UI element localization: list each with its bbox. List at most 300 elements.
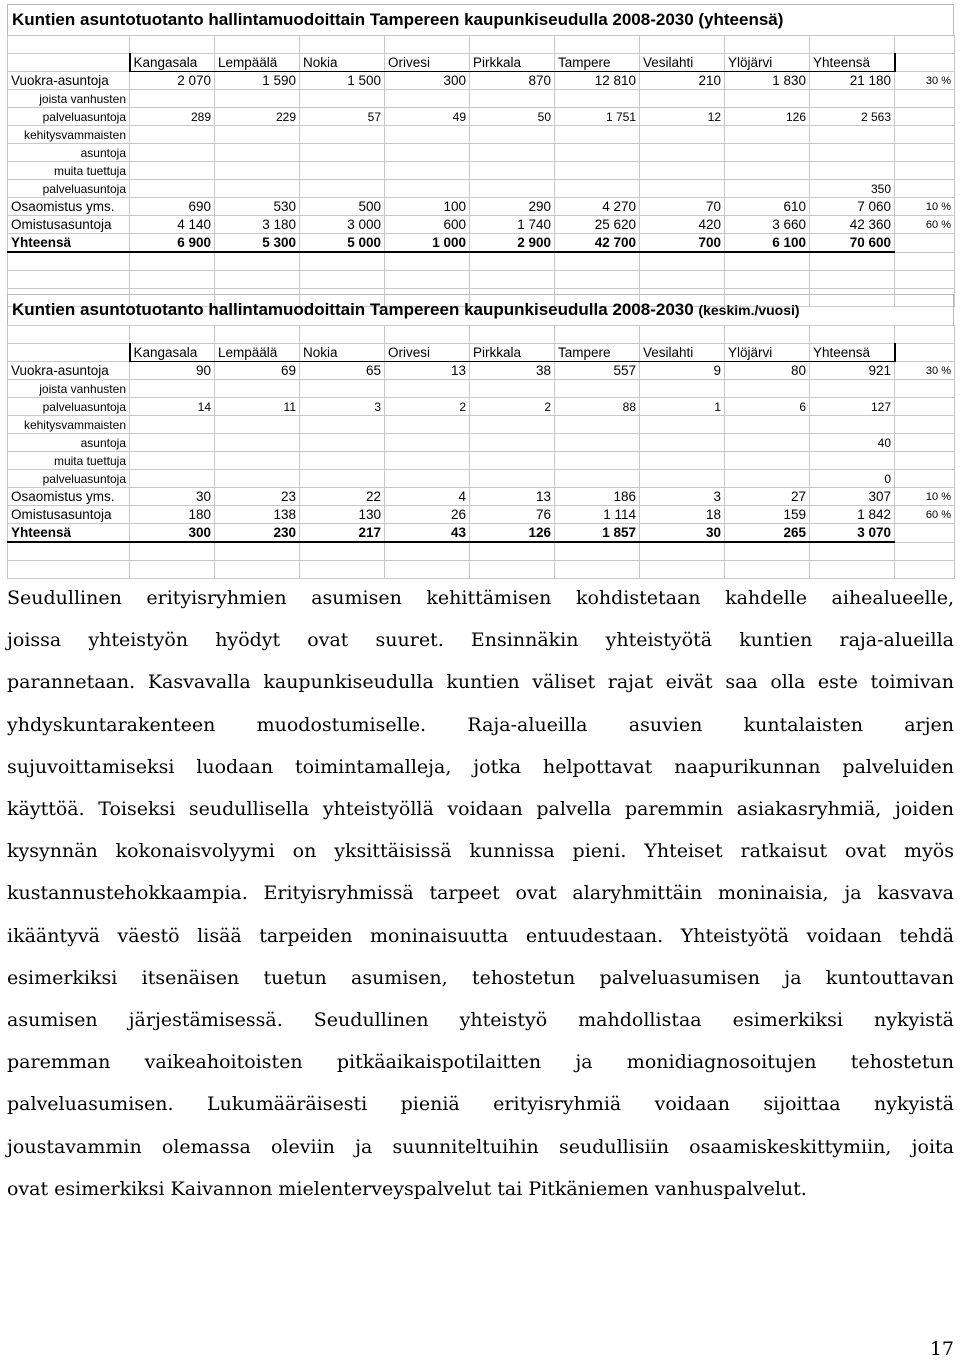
empty-cell: [895, 234, 955, 253]
value-cell: 180: [130, 506, 215, 524]
empty-cell: [300, 380, 385, 398]
empty-cell: [215, 561, 300, 579]
value-cell: 126: [470, 524, 555, 543]
value-cell: 921: [810, 362, 895, 380]
value-cell: 130: [300, 506, 385, 524]
empty-cell: [8, 54, 130, 72]
value-cell: 100: [385, 198, 470, 216]
empty-cell: [130, 162, 215, 180]
empty-cell: [130, 542, 215, 561]
value-cell: 3 660: [725, 216, 810, 234]
value-cell: 1 000: [385, 234, 470, 253]
value-cell: 2 070: [130, 72, 215, 90]
value-cell: 30: [130, 488, 215, 506]
paragraph-line: esimerkiksi itsenäisen tuetun asumisen, tehostetun palveluasumisen ja kuntouttavan: [7, 966, 954, 989]
value-cell: 2: [385, 398, 470, 416]
empty-cell: [385, 271, 470, 289]
table1-block: [7, 4, 954, 307]
empty-cell: [895, 470, 955, 488]
empty-cell: [300, 144, 385, 162]
empty-cell: [640, 452, 725, 470]
value-cell: 420: [640, 216, 725, 234]
row-label-line2: palveluasuntoja: [8, 180, 130, 198]
column-header: Ylöjärvi: [725, 344, 810, 362]
empty-cell: [385, 180, 470, 198]
value-cell: 600: [385, 216, 470, 234]
value-cell: 3 000: [300, 216, 385, 234]
total-cell: 350: [810, 180, 895, 198]
empty-cell: [8, 252, 130, 271]
row-muita-tuettuja-line2: [8, 180, 955, 198]
value-cell: 57: [300, 108, 385, 126]
empty-cell: [385, 434, 470, 452]
empty-cell: [810, 90, 895, 108]
value-cell: 1 857: [555, 524, 640, 543]
value-cell: 300: [130, 524, 215, 543]
table1-title: [7, 4, 954, 35]
value-cell: 1 842: [810, 506, 895, 524]
empty-cell: [300, 36, 385, 54]
value-cell: 700: [640, 234, 725, 253]
empty-cell: [385, 90, 470, 108]
empty-cell: [470, 36, 555, 54]
paragraph-line: yhdyskuntarakenteen muodostumiselle. Raja-alueilla asuvien kuntalaisten arjen: [7, 713, 954, 736]
column-header: Ylöjärvi: [725, 54, 810, 72]
value-cell: 5 300: [215, 234, 300, 253]
empty-cell: [725, 416, 810, 434]
value-cell: 3 070: [810, 524, 895, 543]
value-cell: 22: [300, 488, 385, 506]
table2-title-suffix: (keskim./vuosi): [698, 302, 800, 318]
row-label-line2: asuntoja: [8, 434, 130, 452]
paragraph-line: joustavammin olemassa oleviin ja suunniteltuihin seudullisiin osaamiskeskittymiin, joita: [7, 1135, 954, 1158]
empty-cell: [385, 561, 470, 579]
empty-cell: [725, 36, 810, 54]
empty-cell: [130, 434, 215, 452]
empty-cell: [300, 90, 385, 108]
value-cell: 610: [725, 198, 810, 216]
value-cell: 42 360: [810, 216, 895, 234]
empty-cell: [725, 326, 810, 344]
empty-cell: [895, 144, 955, 162]
column-header: Yhteensä: [810, 54, 895, 72]
empty-cell: [555, 144, 640, 162]
value-cell: 13: [385, 362, 470, 380]
empty-cell: [215, 434, 300, 452]
empty-cell: [470, 416, 555, 434]
empty-cell: [555, 180, 640, 198]
total-cell: [810, 144, 895, 162]
empty-cell: [470, 561, 555, 579]
paragraph-line: Seudullinen erityisryhmien asumisen kehittämisen kohdistetaan kahdelle aihealueelle,: [7, 587, 954, 609]
row-vanhusten-palveluasuntoja-line2: [8, 108, 955, 126]
spacer-row: [8, 561, 955, 579]
page-number: 17: [929, 1338, 954, 1360]
row-yhteensa: [8, 524, 955, 543]
row-label: Omistusasuntoja: [8, 216, 130, 234]
empty-cell: [810, 561, 895, 579]
empty-cell: [725, 271, 810, 289]
paragraph-line: ikääntyvä väestö lisää tarpeiden moninaisuutta entuudestaan. Yhteistyötä voidaan tehdä: [7, 924, 954, 947]
empty-cell: [215, 542, 300, 561]
empty-cell: [470, 470, 555, 488]
empty-cell: [895, 180, 955, 198]
empty-cell: [130, 252, 215, 271]
empty-cell: [555, 271, 640, 289]
empty-cell: [640, 470, 725, 488]
row-label-line2: palveluasuntoja: [8, 470, 130, 488]
column-header: Lempäälä: [215, 344, 300, 362]
empty-cell: [300, 452, 385, 470]
empty-cell: [810, 271, 895, 289]
row-vuokra-asuntoja: [8, 362, 955, 380]
empty-cell: [130, 126, 215, 144]
empty-cell: [215, 252, 300, 271]
empty-cell: [130, 326, 215, 344]
empty-cell: [300, 162, 385, 180]
empty-cell: [385, 542, 470, 561]
empty-cell: [130, 470, 215, 488]
empty-cell: [810, 416, 895, 434]
empty-cell: [130, 452, 215, 470]
value-cell: 50: [470, 108, 555, 126]
empty-cell: [725, 380, 810, 398]
row-label-line1: joista vanhusten: [8, 90, 130, 108]
empty-cell: [640, 180, 725, 198]
row-muita-tuettuja-line2: [8, 470, 955, 488]
paragraph-line: kustannustehokkaampia. Erityisryhmissä tarpeet ovat alaryhmittäin moninaisia, ja kasvava: [7, 882, 954, 905]
row-label: Yhteensä: [8, 524, 130, 543]
row-label: Yhteensä: [8, 234, 130, 253]
empty-cell: [895, 380, 955, 398]
empty-cell: [725, 162, 810, 180]
value-cell: 80: [725, 362, 810, 380]
empty-cell: [215, 271, 300, 289]
row-kehitysvammaisten-asuntoja-line1: [8, 126, 955, 144]
empty-cell: [215, 326, 300, 344]
value-cell: 6 900: [130, 234, 215, 253]
empty-cell: [300, 326, 385, 344]
empty-cell: [130, 144, 215, 162]
paragraph-line: palveluasumisen. Lukumääräisesti pieniä erityisryhmiä voidaan sijoittaa nykyistä: [7, 1093, 954, 1116]
empty-cell: [130, 90, 215, 108]
empty-cell: [895, 524, 955, 543]
value-cell: 186: [555, 488, 640, 506]
empty-cell: [215, 452, 300, 470]
value-cell: 690: [130, 198, 215, 216]
empty-cell: [640, 126, 725, 144]
empty-cell: [130, 380, 215, 398]
empty-cell: [130, 36, 215, 54]
empty-cell: [640, 144, 725, 162]
empty-cell: [215, 162, 300, 180]
empty-cell: [640, 162, 725, 180]
spacer-row: [8, 36, 955, 54]
column-header: Nokia: [300, 344, 385, 362]
empty-cell: [810, 542, 895, 561]
empty-cell: [640, 36, 725, 54]
empty-cell: [555, 542, 640, 561]
empty-cell: [300, 561, 385, 579]
empty-cell: [895, 344, 955, 362]
row-label-line2: palveluasuntoja: [8, 398, 130, 416]
column-header: Kangasala: [130, 54, 215, 72]
value-cell: 870: [470, 72, 555, 90]
empty-cell: [385, 470, 470, 488]
value-cell: 70 600: [810, 234, 895, 253]
empty-cell: [130, 271, 215, 289]
empty-cell: [555, 252, 640, 271]
empty-cell: [385, 326, 470, 344]
empty-cell: [895, 36, 955, 54]
empty-cell: [895, 162, 955, 180]
column-header: Kangasala: [130, 344, 215, 362]
row-label-line1: kehitysvammaisten: [8, 416, 130, 434]
value-cell: 65: [300, 362, 385, 380]
value-cell: 43: [385, 524, 470, 543]
empty-cell: [8, 271, 130, 289]
empty-cell: [470, 126, 555, 144]
empty-cell: [470, 162, 555, 180]
percent-cell: 60 %: [895, 216, 955, 234]
value-cell: 1 830: [725, 72, 810, 90]
paragraph-line: kysynnän kokonaisvolyymi on yksittäisissä kunnissa pieni. Yhteiset ratkaisut ovat myös: [7, 840, 954, 863]
value-cell: 3 180: [215, 216, 300, 234]
column-header: Pirkkala: [470, 54, 555, 72]
empty-cell: [215, 90, 300, 108]
row-muita-tuettuja-line1: [8, 162, 955, 180]
row-muita-tuettuja-line1: [8, 452, 955, 470]
empty-cell: [470, 542, 555, 561]
value-cell: 25 620: [555, 216, 640, 234]
empty-cell: [640, 271, 725, 289]
value-cell: 210: [640, 72, 725, 90]
value-cell: 4 140: [130, 216, 215, 234]
empty-cell: [810, 162, 895, 180]
empty-cell: [130, 180, 215, 198]
table2-title: [7, 294, 954, 325]
empty-cell: [215, 180, 300, 198]
empty-cell: [555, 162, 640, 180]
empty-cell: [130, 416, 215, 434]
empty-cell: [300, 470, 385, 488]
column-header: Vesilahti: [640, 54, 725, 72]
body-paragraph: [7, 577, 954, 1210]
empty-cell: [8, 542, 130, 561]
value-cell: 1 114: [555, 506, 640, 524]
empty-cell: [470, 434, 555, 452]
empty-cell: [895, 54, 955, 72]
empty-cell: [895, 126, 955, 144]
percent-cell: 60 %: [895, 506, 955, 524]
empty-cell: [470, 271, 555, 289]
empty-cell: [810, 326, 895, 344]
empty-cell: [810, 380, 895, 398]
empty-cell: [725, 561, 810, 579]
empty-cell: [895, 252, 955, 271]
empty-cell: [300, 271, 385, 289]
value-cell: 6 100: [725, 234, 810, 253]
empty-cell: [725, 452, 810, 470]
row-label-line1: joista vanhusten: [8, 380, 130, 398]
value-cell: 2 563: [810, 108, 895, 126]
column-header: Orivesi: [385, 344, 470, 362]
empty-cell: [470, 90, 555, 108]
row-label-line1: kehitysvammaisten: [8, 126, 130, 144]
value-cell: 3: [640, 488, 725, 506]
value-cell: 70: [640, 198, 725, 216]
empty-cell: [895, 561, 955, 579]
paragraph-line: ovat esimerkiksi Kaivannon mielenterveyspalvelut tai Pitkäniemen vanhuspalvelut.: [7, 1177, 807, 1200]
row-kehitysvammaisten-asuntoja-line1: [8, 416, 955, 434]
row-label-line2: palveluasuntoja: [8, 108, 130, 126]
empty-cell: [555, 561, 640, 579]
empty-cell: [300, 252, 385, 271]
value-cell: 530: [215, 198, 300, 216]
empty-cell: [895, 434, 955, 452]
empty-cell: [470, 452, 555, 470]
empty-cell: [385, 452, 470, 470]
spacer-row: [8, 252, 955, 271]
percent-cell: 10 %: [895, 488, 955, 506]
row-kehitysvammaisten-asuntoja-line2: [8, 434, 955, 452]
empty-cell: [895, 416, 955, 434]
empty-cell: [385, 380, 470, 398]
column-header: Lempäälä: [215, 54, 300, 72]
empty-cell: [8, 326, 130, 344]
value-cell: 69: [215, 362, 300, 380]
total-cell: 40: [810, 434, 895, 452]
value-cell: 3: [300, 398, 385, 416]
empty-cell: [385, 252, 470, 271]
empty-cell: [470, 180, 555, 198]
empty-cell: [215, 36, 300, 54]
value-cell: 12: [640, 108, 725, 126]
value-cell: 38: [470, 362, 555, 380]
empty-cell: [8, 36, 130, 54]
empty-cell: [895, 271, 955, 289]
empty-cell: [385, 162, 470, 180]
empty-cell: [725, 542, 810, 561]
column-header: Vesilahti: [640, 344, 725, 362]
empty-cell: [385, 126, 470, 144]
value-cell: 138: [215, 506, 300, 524]
empty-cell: [470, 380, 555, 398]
empty-cell: [555, 90, 640, 108]
paragraph-line: asumisen järjestämisessä. Seudullinen yhteistyö mahdollistaa esimerkiksi nykyistä: [7, 1009, 954, 1032]
value-cell: 4 270: [555, 198, 640, 216]
value-cell: 13: [470, 488, 555, 506]
value-cell: 7 060: [810, 198, 895, 216]
value-cell: 127: [810, 398, 895, 416]
row-vanhusten-palveluasuntoja-line1: [8, 90, 955, 108]
empty-cell: [555, 452, 640, 470]
spacer-row: [8, 542, 955, 561]
empty-cell: [895, 452, 955, 470]
empty-cell: [895, 398, 955, 416]
value-cell: 2 900: [470, 234, 555, 253]
column-header: Tampere: [555, 54, 640, 72]
empty-cell: [640, 380, 725, 398]
empty-cell: [130, 561, 215, 579]
value-cell: 88: [555, 398, 640, 416]
value-cell: 26: [385, 506, 470, 524]
value-cell: 21 180: [810, 72, 895, 90]
empty-cell: [640, 90, 725, 108]
value-cell: 1 500: [300, 72, 385, 90]
empty-cell: [640, 561, 725, 579]
row-label: Osaomistus yms.: [8, 198, 130, 216]
column-header: Yhteensä: [810, 344, 895, 362]
value-cell: 300: [385, 72, 470, 90]
empty-cell: [215, 416, 300, 434]
empty-cell: [725, 470, 810, 488]
row-label-line1: muita tuettuja: [8, 162, 130, 180]
column-header: Nokia: [300, 54, 385, 72]
paragraph-line: käyttöä. Toiseksi seudullisella yhteistyöllä voidaan palvella paremmin asiakasryhmiä, joiden: [7, 798, 954, 821]
value-cell: 1: [640, 398, 725, 416]
empty-cell: [640, 542, 725, 561]
table2: [7, 325, 955, 579]
column-header: Tampere: [555, 344, 640, 362]
row-omistusasuntoja: [8, 216, 955, 234]
empty-cell: [555, 416, 640, 434]
row-label: Omistusasuntoja: [8, 506, 130, 524]
value-cell: 1 751: [555, 108, 640, 126]
value-cell: 12 810: [555, 72, 640, 90]
empty-cell: [555, 434, 640, 452]
paragraph-line: paremman vaikeahoitoisten pitkäaikaispotilaitten ja monidiagnosoitujen tehostetun: [7, 1051, 954, 1074]
value-cell: 307: [810, 488, 895, 506]
row-yhteensa: [8, 234, 955, 253]
empty-cell: [895, 90, 955, 108]
row-label-line2: asuntoja: [8, 144, 130, 162]
empty-cell: [725, 144, 810, 162]
empty-cell: [470, 144, 555, 162]
empty-cell: [215, 144, 300, 162]
value-cell: 9: [640, 362, 725, 380]
empty-cell: [215, 380, 300, 398]
value-cell: 14: [130, 398, 215, 416]
value-cell: 49: [385, 108, 470, 126]
empty-cell: [555, 36, 640, 54]
empty-cell: [470, 252, 555, 271]
value-cell: 1 740: [470, 216, 555, 234]
paragraph-line: parannetaan. Kasvavalla kaupunkiseudulla kuntien väliset rajat eivät saa olla este toimivan: [7, 671, 954, 694]
value-cell: 500: [300, 198, 385, 216]
empty-cell: [555, 126, 640, 144]
empty-cell: [215, 470, 300, 488]
header-row: [8, 54, 955, 72]
empty-cell: [385, 144, 470, 162]
value-cell: 290: [470, 198, 555, 216]
table2-block: [7, 294, 954, 579]
percent-cell: 30 %: [895, 362, 955, 380]
percent-cell: 30 %: [895, 72, 955, 90]
row-osaomistus: [8, 198, 955, 216]
empty-cell: [895, 542, 955, 561]
row-omistusasuntoja: [8, 506, 955, 524]
column-header: Orivesi: [385, 54, 470, 72]
total-cell: 0: [810, 470, 895, 488]
value-cell: 23: [215, 488, 300, 506]
row-label: Vuokra-asuntoja: [8, 362, 130, 380]
empty-cell: [640, 252, 725, 271]
empty-cell: [300, 542, 385, 561]
value-cell: 4: [385, 488, 470, 506]
row-label: Osaomistus yms.: [8, 488, 130, 506]
value-cell: 30: [640, 524, 725, 543]
